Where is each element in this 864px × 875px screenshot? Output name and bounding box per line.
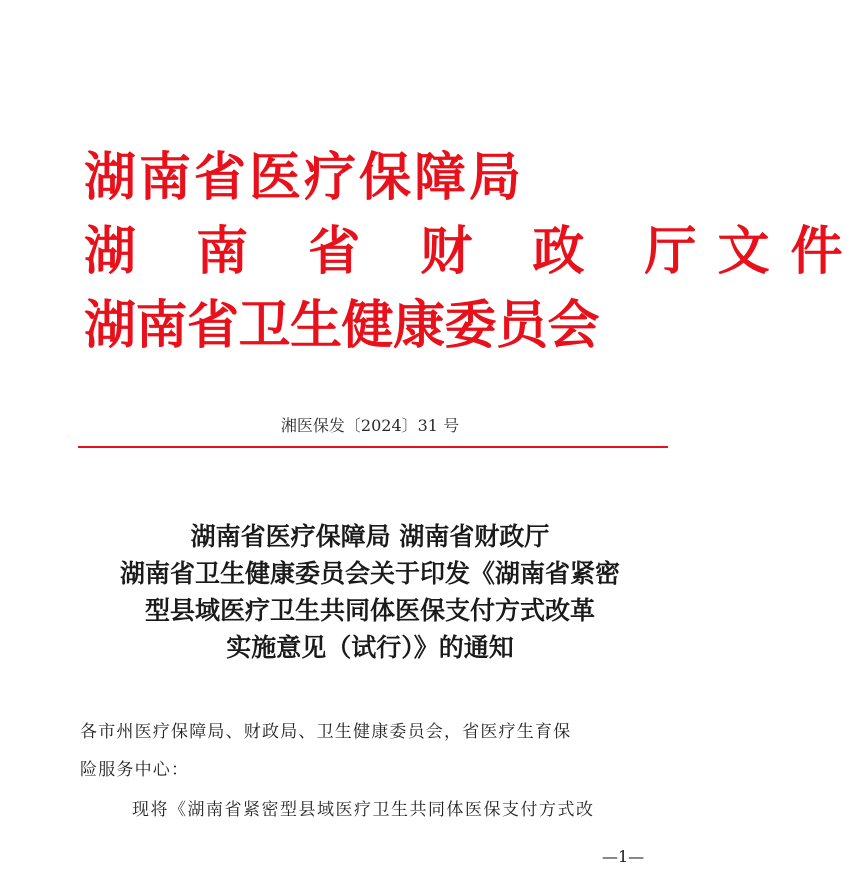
body-paragraph-1: 现将《湖南省紧密型县域医疗卫生共同体医保支付方式改 xyxy=(132,800,595,820)
recipients-line-2: 险服务中心： xyxy=(80,760,190,780)
recipients-line-1: 各市州医疗保障局、财政局、卫生健康委员会，省医疗生育保 xyxy=(80,722,572,742)
title-line-1: 湖南省医疗保障局 湖南省财政厅 xyxy=(190,522,550,551)
document-number: 湘医保发〔2024〕31 号 xyxy=(280,416,460,435)
notice-title xyxy=(60,518,680,666)
title-line-2: 湖南省卫生健康委员会关于印发《湖南省紧密 xyxy=(119,559,620,588)
title-line-4: 实施意见（试行）》的通知 xyxy=(226,633,514,662)
page-number: —1— xyxy=(602,847,645,866)
title-line-3: 型县域医疗卫生共同体医保支付方式改革 xyxy=(144,596,595,625)
issuer-header-line-2: 湖 南 省 财 政 厅文件 xyxy=(84,221,864,282)
issuer-header-line-1: 湖南省医疗保障局 xyxy=(84,147,525,208)
red-separator-line xyxy=(78,446,668,448)
issuer-header-line-3: 湖南省卫生健康委员会 xyxy=(84,295,600,356)
